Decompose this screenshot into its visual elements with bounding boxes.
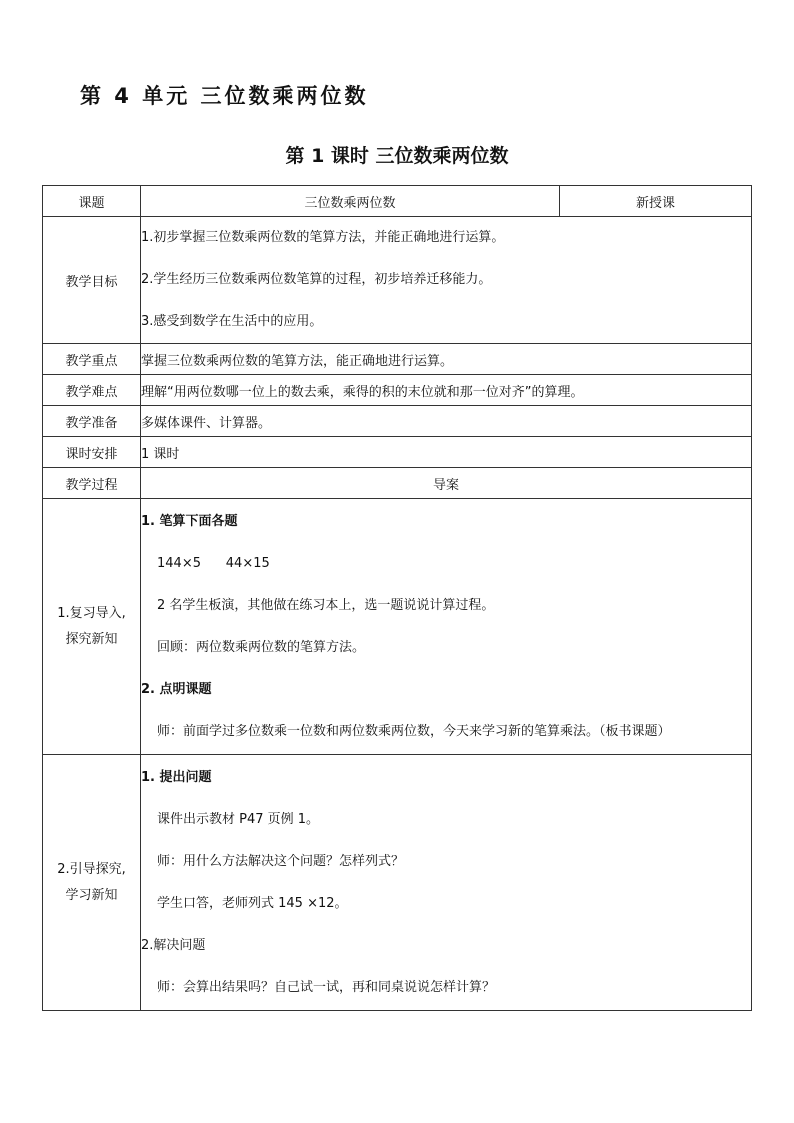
objectives-content: [141, 217, 752, 344]
section2-line: 课件出示教材 P47 页例 1。: [157, 811, 320, 827]
section1-line: 师：前面学过多位数乘一位数和两位数乘两位数，今天来学习新的笔算乘法。（板书课题）: [157, 723, 671, 739]
section2-heading: 1. 提出问题: [141, 769, 212, 785]
topic-value: 三位数乘两位数: [141, 186, 560, 217]
objective-item: 2.学生经历三位数乘两位数笔算的过程，初步培养迁移能力。: [141, 272, 492, 287]
preparation-row: [43, 406, 752, 437]
lesson-plan-table: [42, 185, 752, 1011]
guide-heading: 导案: [141, 468, 752, 499]
section1-heading: 1. 笔算下面各题: [141, 513, 238, 529]
topic-row: [43, 186, 752, 217]
section1-label: [43, 499, 141, 755]
section2-row: [43, 755, 752, 1011]
objective-item: 1.初步掌握三位数乘两位数的笔算方法，并能正确地进行运算。: [141, 230, 505, 245]
section1-label-line: 1.复习导入,: [57, 605, 126, 621]
difficulties-row: [43, 375, 752, 406]
key-points-label: 教学重点: [43, 344, 141, 375]
process-row: [43, 468, 752, 499]
difficulties-label: 教学难点: [43, 375, 141, 406]
section2-label: [43, 755, 141, 1011]
section2-content: [141, 755, 752, 1011]
lesson-type: 新授课: [560, 186, 752, 217]
objective-item: 3.感受到数学在生活中的应用。: [141, 314, 323, 329]
schedule-text: 1 课时: [141, 437, 752, 468]
key-points-row: [43, 344, 752, 375]
section1-label-line: 探究新知: [65, 631, 118, 647]
section1-line: 2 名学生板演，其他做在练习本上，选一题说说计算过程。: [157, 597, 495, 613]
key-points-text: 掌握三位数乘两位数的笔算方法，能正确地进行运算。: [141, 344, 752, 375]
section1-exercise: 144×5 44×15: [157, 555, 270, 571]
section1-heading: 2. 点明课题: [141, 681, 212, 697]
section2-heading: 2.解决问题: [141, 937, 206, 953]
section2-line: 师：会算出结果吗？自己试一试，再和同桌说说怎样计算？: [157, 979, 496, 995]
topic-label: 课题: [43, 186, 141, 217]
unit-title: 第 4 单元 三位数乘两位数: [80, 84, 369, 108]
section2-label-line: 学习新知: [65, 887, 118, 903]
objectives-row: [43, 217, 752, 344]
lesson-title: 第 1 课时 三位数乘两位数: [285, 145, 509, 167]
preparation-label: 教学准备: [43, 406, 141, 437]
schedule-row: [43, 437, 752, 468]
section2-label-line: 2.引导探究,: [57, 861, 126, 877]
difficulties-text: 理解“用两位数哪一位上的数去乘，乘得的积的末位就和那一位对齐”的算理。: [141, 375, 752, 406]
process-label: 教学过程: [43, 468, 141, 499]
section1-row: [43, 499, 752, 755]
objectives-label: 教学目标: [43, 217, 141, 344]
schedule-label: 课时安排: [43, 437, 141, 468]
section1-content: [141, 499, 752, 755]
section2-line: 学生口答，老师列式 145 ×12。: [157, 895, 348, 911]
section1-line: 回顾：两位数乘两位数的笔算方法。: [157, 639, 366, 655]
preparation-text: 多媒体课件、计算器。: [141, 406, 752, 437]
section2-line: 师：用什么方法解决这个问题？怎样列式？: [157, 853, 405, 869]
